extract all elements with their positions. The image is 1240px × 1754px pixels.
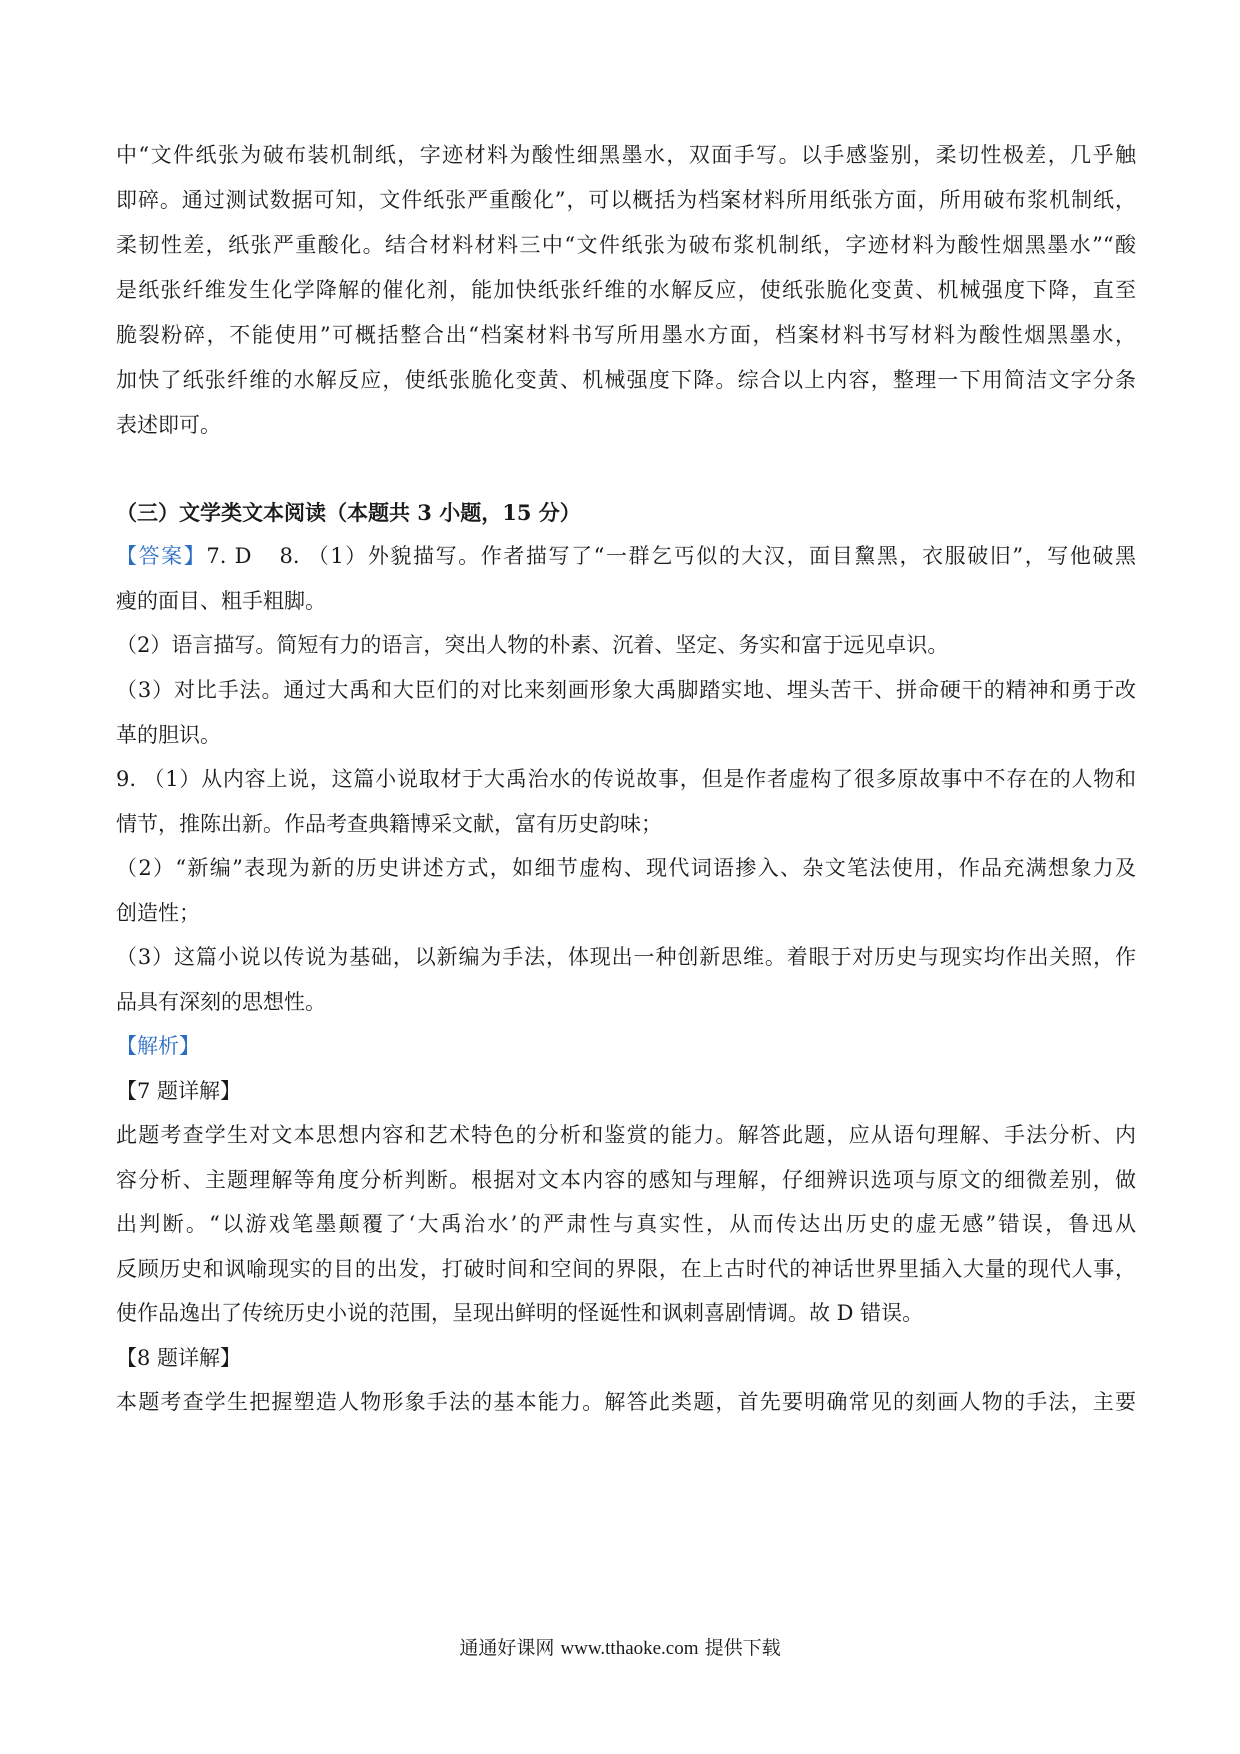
paragraph-line: 表述即可。 (116, 413, 221, 437)
answer-line: （2）“新编”表现为新的历史讲述方式，如细节虚构、现代词语掺入、杂文笔法使用，作品充满想象力及 (116, 856, 1136, 880)
answer-tag: 【答案】 (116, 544, 207, 568)
page-footer (0, 1634, 1240, 1663)
footer-suffix: 提供下载 (704, 1637, 781, 1659)
answer-line: 品具有深刻的思想性。 (116, 990, 326, 1014)
answer-line: 9. （1）从内容上说，这篇小说取材于大禹治水的传说故事，但是作者虚构了很多原故事中不存在的人物和 (116, 767, 1136, 791)
paragraph-line: 是纸张纤维发生化学降解的催化剂，能加快纸张纤维的水解反应，使纸张脆化变黄、机械强度下降，直至 (116, 278, 1136, 302)
paragraph-line: 加快了纸张纤维的水解反应，使纸张脆化变黄、机械强度下降。综合以上内容，整理一下用简洁文字分条 (116, 368, 1136, 392)
answer-line: （2）语言描写。简短有力的语言，突出人物的朴素、沉着、坚定、务实和富于远见卓识。 (116, 633, 949, 657)
q7-detail-line: 反顾历史和讽喻现实的目的出发，打破时间和空间的界限，在上古时代的神话世界里插入大量的现代人事， (116, 1257, 1136, 1281)
paragraph-line: 柔韧性差，纸张严重酸化。结合材料材料三中“文件纸张为破布浆机制纸，字迹材料为酸性烟黑墨水”“酸 (116, 233, 1136, 257)
paragraph-line: 脆裂粉碎，不能使用”可概括整合出“档案材料书写所用墨水方面，档案材料书写材料为酸性烟黑墨水， (116, 323, 1136, 347)
answer-line: （3）对比手法。通过大禹和大臣们的对比来刻画形象大禹脚踏实地、埋头苦干、拼命硬干的精神和勇于改 (116, 678, 1136, 702)
q7-detail-line: 使作品逸出了传统历史小说的范围，呈现出鲜明的怪诞性和讽刺喜剧情调。故 D 错误。 (116, 1301, 924, 1325)
paragraph-line: 中“文件纸张为破布装机制纸，字迹材料为酸性细黑墨水，双面手写。以手感鉴别，柔切性极差，几乎触 (116, 143, 1136, 167)
paragraph-line: 即碎。通过测试数据可知，文件纸张严重酸化”，可以概括为档案材料所用纸张方面，所用破布浆机制纸， (116, 188, 1136, 212)
q8-detail-heading: 【8 题详解】 (116, 1346, 242, 1370)
answer-line: 情节，推陈出新。作品考查典籍博采文献，富有历史韵味； (116, 812, 662, 836)
answer-line: 瘦的面目、粗手粗脚。 (116, 589, 326, 613)
answer-line: （3）这篇小说以传说为基础，以新编为手法，体现出一种创新思维。着眼于对历史与现实均作出关照，作 (116, 945, 1136, 969)
footer-site-name: 通通好课网 (459, 1637, 555, 1659)
q8-detail-line: 本题考查学生把握塑造人物形象手法的基本能力。解答此类题，首先要明确常见的刻画人物的手法，主要 (116, 1390, 1136, 1414)
answer-line (116, 541, 1136, 571)
q7-answer: 7. D (206, 544, 252, 568)
q7-detail-line: 容分析、主题理解等角度分析判断。根据对文本内容的感知与理解，仔细辨识选项与原文的细微差别，做 (116, 1168, 1136, 1192)
answer-line: 革的胆识。 (116, 723, 221, 747)
analysis-tag: 【解析】 (116, 1034, 200, 1058)
q8-answer-part1: 8. （1）外貌描写。作者描写了“一群乞丐似的大汉，面目黧黑，衣服破旧”，写他破黑 (279, 544, 1136, 568)
q7-detail-line: 出判断。“以游戏笔墨颠覆了‘大禹治水’的严肃性与真实性，从而传达出历史的虚无感”错误，鲁迅从 (116, 1212, 1136, 1236)
q7-detail-line: 此题考查学生对文本思想内容和艺术特色的分析和鉴赏的能力。解答此题，应从语句理解、手法分析、内 (116, 1123, 1136, 1147)
q7-detail-heading: 【7 题详解】 (116, 1079, 242, 1103)
answer-line: 创造性； (116, 901, 200, 925)
footer-url[interactable]: www.tthaoke.com (560, 1638, 699, 1659)
section-heading: （三）文学类文本阅读（本题共 3 小题，15 分） (116, 500, 581, 525)
document-page (116, 0, 1136, 1754)
